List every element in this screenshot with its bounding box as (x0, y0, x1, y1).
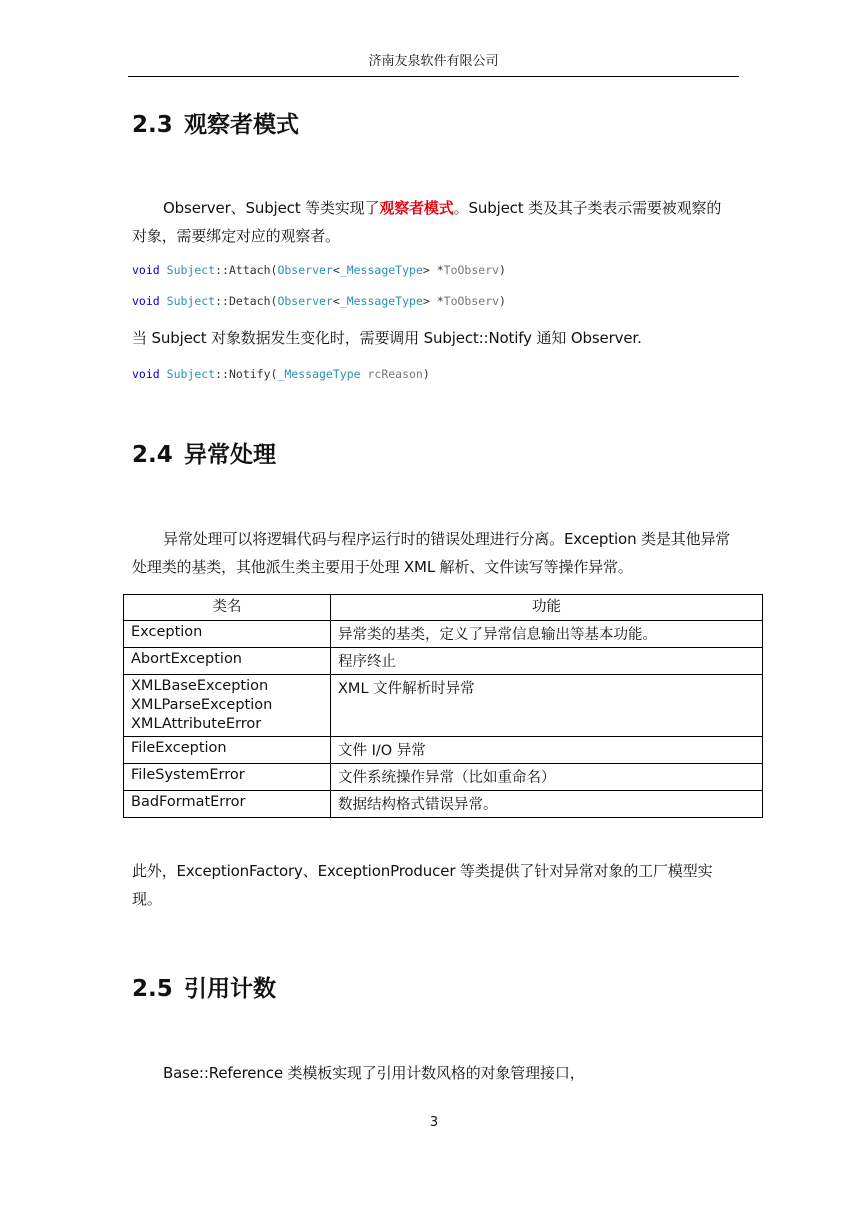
section-heading-observer (132, 111, 299, 139)
section-number: 2.5 (132, 976, 173, 1002)
class-name: XMLAttributeError (131, 716, 262, 732)
code-param: ToObserv (443, 294, 500, 308)
section-heading-exception (132, 441, 276, 469)
notify-paragraph: 当 Subject 对象数据发生变化时，需要调用 Subject::Notify 通知 Observer. (132, 329, 642, 347)
column-header: 类名 (124, 595, 331, 621)
table-row (124, 791, 763, 818)
exception-outro: 此外，ExceptionFactory、ExceptionProducer 等类提供了针对异常对象的工厂模型实现。 (132, 862, 713, 908)
code-function: Detach (228, 294, 271, 308)
code-sep: :: (215, 294, 229, 308)
class-name: Exception (131, 624, 203, 640)
class-name-cell (124, 737, 331, 764)
code-punct: > * (422, 294, 444, 308)
table-row (124, 764, 763, 791)
class-name: BadFormatError (131, 794, 246, 810)
intro-text-rest: 。Subject 类及其子类表示需要被观察的对象，需要绑定对应的观察者。 (132, 199, 722, 245)
code-notify (132, 366, 430, 382)
section-number: 2.4 (132, 442, 173, 468)
exception-table (123, 594, 763, 818)
table-header-row (124, 595, 763, 621)
class-name: FileException (131, 740, 227, 756)
code-sep: :: (215, 367, 229, 381)
code-keyword: void (132, 294, 160, 308)
code-paren: ( (270, 263, 278, 277)
section-title: 引用计数 (184, 976, 276, 1002)
description-cell: 文件 I/O 异常 (331, 737, 763, 764)
table-row (124, 737, 763, 764)
class-name-cell (124, 675, 331, 737)
column-header: 功能 (331, 595, 763, 621)
code-paren: ) (499, 294, 506, 308)
code-punct: < (332, 263, 340, 277)
code-param: ToObserv (443, 263, 500, 277)
code-paren: ) (422, 367, 430, 381)
class-name-cell (124, 648, 331, 675)
code-class: Subject (166, 263, 216, 277)
description-cell: XML 文件解析时异常 (331, 675, 763, 737)
section-heading-refcount (132, 975, 276, 1003)
table-row (124, 675, 763, 737)
class-name: FileSystemError (131, 767, 245, 783)
description-cell: 程序终止 (331, 648, 763, 675)
description-cell: 异常类的基类，定义了异常信息输出等基本功能。 (331, 621, 763, 648)
description-cell: 文件系统操作异常（比如重命名） (331, 764, 763, 791)
code-type: Observer (277, 263, 333, 277)
code-paren: ( (270, 367, 278, 381)
code-param: rcReason (360, 367, 423, 381)
code-paren: ) (499, 263, 506, 277)
code-punct: > * (422, 263, 444, 277)
code-keyword: void (132, 263, 160, 277)
code-detach (132, 293, 506, 309)
observer-intro (132, 194, 732, 250)
exception-intro: 异常处理可以将逻辑代码与程序运行时的错误处理进行分离。Exception 类是其他异常处理类的基类，其他派生类主要用于处理 XML 解析、文件读写等操作异常。 (132, 530, 731, 576)
section-title: 异常处理 (184, 442, 276, 468)
code-sep: :: (215, 263, 229, 277)
description-cell: 数据结构格式错误异常。 (331, 791, 763, 818)
intro-text: Observer、Subject 等类实现了 (163, 199, 380, 217)
code-type: _MessageType (339, 294, 423, 308)
highlighted-term: 观察者模式 (379, 199, 454, 217)
code-punct: < (332, 294, 340, 308)
page-number: 3 (429, 1115, 439, 1130)
code-type: Observer (277, 294, 333, 308)
class-name-cell (124, 791, 331, 818)
page-header (128, 54, 739, 77)
section-title: 观察者模式 (184, 112, 299, 138)
code-type: _MessageType (277, 367, 361, 381)
class-name: XMLParseException (131, 697, 273, 713)
table-row (124, 648, 763, 675)
section-number: 2.3 (132, 112, 173, 138)
code-class: Subject (166, 294, 216, 308)
company-name: 济南友泉软件有限公司 (368, 54, 499, 69)
class-name-cell (124, 764, 331, 791)
code-class: Subject (166, 367, 216, 381)
class-name-cell (124, 621, 331, 648)
code-keyword: void (132, 367, 160, 381)
code-type: _MessageType (339, 263, 423, 277)
table-row (124, 621, 763, 648)
code-function: Attach (228, 263, 271, 277)
class-name: XMLBaseException (131, 678, 269, 694)
code-function: Notify (228, 367, 271, 381)
code-paren: ( (270, 294, 278, 308)
code-attach (132, 262, 506, 278)
refcount-intro: Base::Reference 类模板实现了引用计数风格的对象管理接口， (163, 1064, 585, 1082)
class-name: AbortException (131, 651, 243, 667)
